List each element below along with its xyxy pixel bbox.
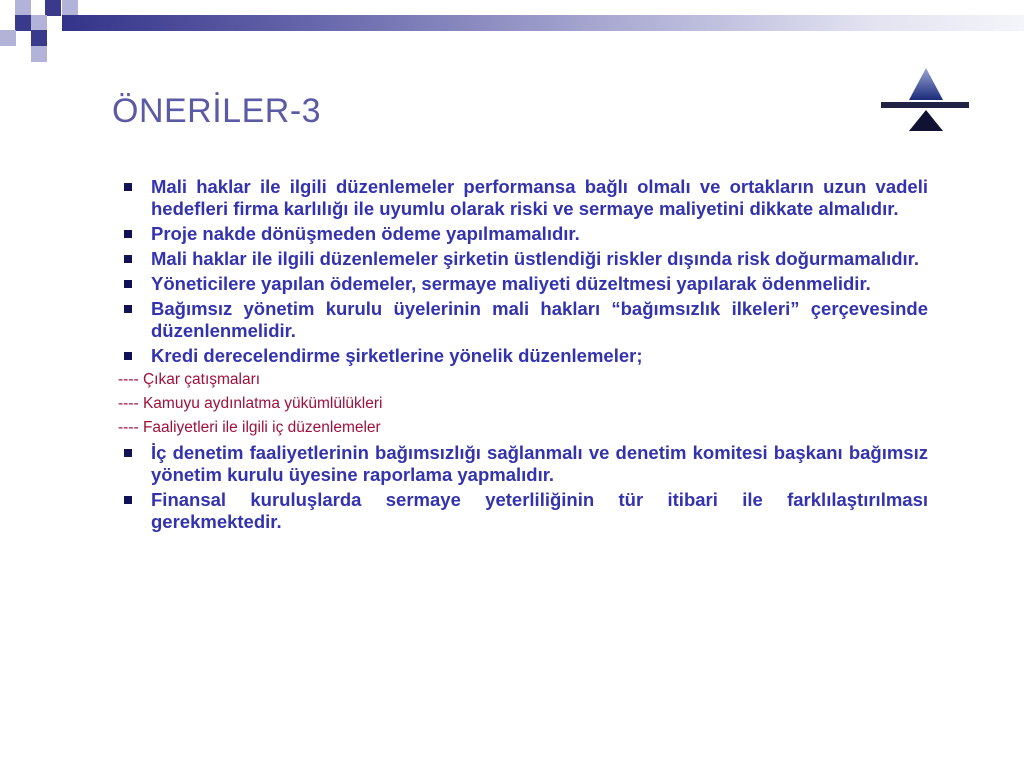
- list-item: [118, 176, 928, 220]
- square-bullet-icon: [124, 352, 132, 360]
- square-bullet-icon: [124, 183, 132, 191]
- list-item: [118, 273, 928, 295]
- decor-square: [31, 46, 47, 62]
- list-item: [118, 345, 928, 367]
- bullet-text: Kredi derecelendirme şirketlerine yönelik düzenlemeler;: [151, 345, 643, 366]
- decor-square: [62, 0, 78, 16]
- bullet-text: Finansal kuruluşlarda sermaye yeterliliğinin tür itibari ile farklılaştırılması gerekmektedir.: [151, 489, 928, 532]
- decor-square: [0, 30, 16, 46]
- square-bullet-icon: [124, 255, 132, 263]
- bullet-text: Mali haklar ile ilgili düzenlemeler şirketin üstlendiği riskler dışında risk doğurmamalıdır.: [151, 248, 919, 269]
- decor-square: [31, 30, 47, 46]
- sub-item: ---- Kamuyu aydınlatma yükümlülükleri: [118, 395, 383, 412]
- decor-square: [45, 0, 61, 16]
- list-item: [118, 442, 928, 486]
- sub-item: ---- Faaliyetleri ile ilgili iç düzenlemeler: [118, 419, 381, 436]
- list-item: [118, 223, 928, 245]
- list-item: [118, 298, 928, 342]
- list-item: [118, 489, 928, 533]
- square-bullet-icon: [124, 449, 132, 457]
- header-gradient-band: [62, 15, 1024, 31]
- pyramid-scale-logo-icon: [879, 65, 971, 137]
- square-bullet-icon: [124, 305, 132, 313]
- decor-square: [15, 0, 31, 16]
- bullet-text: Bağımsız yönetim kurulu üyelerinin mali hakları “bağımsızlık ilkeleri” çerçevesinde düzenlenmelidir.: [151, 298, 928, 341]
- square-bullet-icon: [124, 280, 132, 288]
- square-bullet-icon: [124, 496, 132, 504]
- bullet-text: Proje nakde dönüşmeden ödeme yapılmamalıdır.: [151, 223, 580, 244]
- bullet-text: Mali haklar ile ilgili düzenlemeler performansa bağlı olmalı ve ortakların uzun vadeli hedefleri firma karlılığı ile uyumlu olarak riski ve sermaye maliyetini dikkate almalıdır.: [151, 176, 928, 219]
- bullet-list: [118, 176, 928, 536]
- list-item: [118, 248, 928, 270]
- page-title: ÖNERİLER-3: [112, 92, 322, 130]
- decor-square: [15, 15, 31, 31]
- decor-square: [31, 15, 47, 31]
- square-bullet-icon: [124, 230, 132, 238]
- bullet-text: İç denetim faaliyetlerinin bağımsızlığı sağlanmalı ve denetim komitesi başkanı bağımsız yönetim kurulu üyesine raporlama yapmalıdır.: [151, 442, 928, 485]
- sub-item: ---- Çıkar çatışmaları: [118, 371, 261, 388]
- bullet-text: Yöneticilere yapılan ödemeler, sermaye maliyeti düzeltmesi yapılarak ödenmelidir.: [151, 273, 871, 294]
